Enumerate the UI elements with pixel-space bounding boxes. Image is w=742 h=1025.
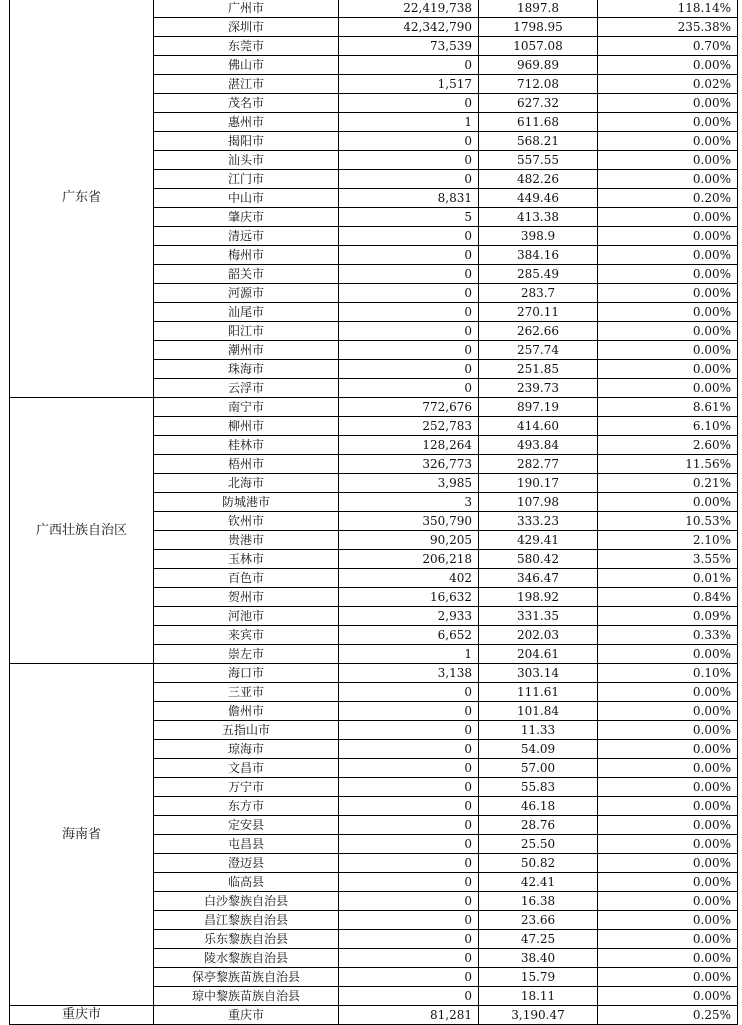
value-b-cell: 270.11 bbox=[479, 303, 598, 322]
value-a-cell: 0 bbox=[339, 683, 479, 702]
city-name-cell: 防城港市 bbox=[154, 493, 339, 512]
value-a-cell: 0 bbox=[339, 949, 479, 968]
value-b-cell: 262.66 bbox=[479, 322, 598, 341]
percent-cell: 0.00% bbox=[598, 911, 738, 930]
province-cell: 广东省 bbox=[10, 0, 154, 398]
value-a-cell: 0 bbox=[339, 892, 479, 911]
value-a-cell: 350,790 bbox=[339, 512, 479, 531]
city-name-cell: 崇左市 bbox=[154, 645, 339, 664]
value-a-cell: 5 bbox=[339, 208, 479, 227]
table-row bbox=[10, 664, 738, 683]
percent-cell: 8.61% bbox=[598, 398, 738, 417]
percent-cell: 0.00% bbox=[598, 645, 738, 664]
percent-cell: 3.55% bbox=[598, 550, 738, 569]
value-b-cell: 627.32 bbox=[479, 94, 598, 113]
value-a-cell: 1 bbox=[339, 645, 479, 664]
city-name-cell: 五指山市 bbox=[154, 721, 339, 740]
city-name-cell: 揭阳市 bbox=[154, 132, 339, 151]
value-b-cell: 18.11 bbox=[479, 987, 598, 1006]
value-b-cell: 580.42 bbox=[479, 550, 598, 569]
value-b-cell: 16.38 bbox=[479, 892, 598, 911]
value-b-cell: 28.76 bbox=[479, 816, 598, 835]
value-b-cell: 568.21 bbox=[479, 132, 598, 151]
value-b-cell: 346.47 bbox=[479, 569, 598, 588]
percent-cell: 0.00% bbox=[598, 265, 738, 284]
value-b-cell: 25.50 bbox=[479, 835, 598, 854]
value-a-cell: 0 bbox=[339, 911, 479, 930]
value-b-cell: 47.25 bbox=[479, 930, 598, 949]
percent-cell: 0.70% bbox=[598, 37, 738, 56]
value-b-cell: 331.35 bbox=[479, 607, 598, 626]
value-a-cell: 402 bbox=[339, 569, 479, 588]
city-name-cell: 东方市 bbox=[154, 797, 339, 816]
value-b-cell: 1057.08 bbox=[479, 37, 598, 56]
percent-cell: 0.00% bbox=[598, 987, 738, 1006]
value-b-cell: 384.16 bbox=[479, 246, 598, 265]
percent-cell: 0.84% bbox=[598, 588, 738, 607]
percent-cell: 0.00% bbox=[598, 113, 738, 132]
value-a-cell: 73,539 bbox=[339, 37, 479, 56]
percent-cell: 0.00% bbox=[598, 132, 738, 151]
city-name-cell: 梅州市 bbox=[154, 246, 339, 265]
value-a-cell: 0 bbox=[339, 227, 479, 246]
value-b-cell: 282.77 bbox=[479, 455, 598, 474]
city-name-cell: 南宁市 bbox=[154, 398, 339, 417]
percent-cell: 0.00% bbox=[598, 208, 738, 227]
value-a-cell: 326,773 bbox=[339, 455, 479, 474]
percent-cell: 0.00% bbox=[598, 360, 738, 379]
value-a-cell: 2,933 bbox=[339, 607, 479, 626]
table-row bbox=[10, 398, 738, 417]
value-a-cell: 0 bbox=[339, 968, 479, 987]
value-b-cell: 3,190.47 bbox=[479, 1006, 598, 1025]
percent-cell: 0.00% bbox=[598, 379, 738, 398]
city-name-cell: 肇庆市 bbox=[154, 208, 339, 227]
value-a-cell: 0 bbox=[339, 56, 479, 75]
city-name-cell: 茂名市 bbox=[154, 94, 339, 113]
percent-cell: 0.00% bbox=[598, 303, 738, 322]
value-b-cell: 101.84 bbox=[479, 702, 598, 721]
city-name-cell: 韶关市 bbox=[154, 265, 339, 284]
value-b-cell: 107.98 bbox=[479, 493, 598, 512]
city-name-cell: 玉林市 bbox=[154, 550, 339, 569]
percent-cell: 0.00% bbox=[598, 227, 738, 246]
value-b-cell: 414.60 bbox=[479, 417, 598, 436]
percent-cell: 2.10% bbox=[598, 531, 738, 550]
percent-cell: 0.09% bbox=[598, 607, 738, 626]
value-b-cell: 38.40 bbox=[479, 949, 598, 968]
city-name-cell: 万宁市 bbox=[154, 778, 339, 797]
city-name-cell: 珠海市 bbox=[154, 360, 339, 379]
value-b-cell: 50.82 bbox=[479, 854, 598, 873]
city-name-cell: 三亚市 bbox=[154, 683, 339, 702]
percent-cell: 0.00% bbox=[598, 873, 738, 892]
city-name-cell: 广州市 bbox=[154, 0, 339, 18]
value-b-cell: 429.41 bbox=[479, 531, 598, 550]
percent-cell: 0.00% bbox=[598, 493, 738, 512]
value-b-cell: 251.85 bbox=[479, 360, 598, 379]
value-a-cell: 1,517 bbox=[339, 75, 479, 94]
value-b-cell: 333.23 bbox=[479, 512, 598, 531]
value-a-cell: 81,281 bbox=[339, 1006, 479, 1025]
value-a-cell: 0 bbox=[339, 721, 479, 740]
value-b-cell: 969.89 bbox=[479, 56, 598, 75]
city-name-cell: 陵水黎族自治县 bbox=[154, 949, 339, 968]
value-b-cell: 54.09 bbox=[479, 740, 598, 759]
city-name-cell: 河源市 bbox=[154, 284, 339, 303]
value-a-cell: 0 bbox=[339, 987, 479, 1006]
province-cell: 重庆市 bbox=[10, 1006, 154, 1025]
value-a-cell: 206,218 bbox=[339, 550, 479, 569]
value-b-cell: 42.41 bbox=[479, 873, 598, 892]
value-b-cell: 493.84 bbox=[479, 436, 598, 455]
value-a-cell: 3,985 bbox=[339, 474, 479, 493]
percent-cell: 2.60% bbox=[598, 436, 738, 455]
percent-cell: 0.00% bbox=[598, 968, 738, 987]
value-b-cell: 611.68 bbox=[479, 113, 598, 132]
table-row bbox=[10, 1006, 738, 1025]
city-name-cell: 河池市 bbox=[154, 607, 339, 626]
value-b-cell: 46.18 bbox=[479, 797, 598, 816]
value-a-cell: 0 bbox=[339, 797, 479, 816]
percent-cell: 0.00% bbox=[598, 341, 738, 360]
percent-cell: 0.33% bbox=[598, 626, 738, 645]
value-b-cell: 449.46 bbox=[479, 189, 598, 208]
value-a-cell: 0 bbox=[339, 816, 479, 835]
value-b-cell: 413.38 bbox=[479, 208, 598, 227]
value-b-cell: 55.83 bbox=[479, 778, 598, 797]
percent-cell: 0.00% bbox=[598, 949, 738, 968]
city-name-cell: 汕尾市 bbox=[154, 303, 339, 322]
percent-cell: 0.00% bbox=[598, 816, 738, 835]
value-b-cell: 897.19 bbox=[479, 398, 598, 417]
percent-cell: 0.00% bbox=[598, 797, 738, 816]
table-row bbox=[10, 0, 738, 18]
province-cell: 海南省 bbox=[10, 664, 154, 1006]
city-name-cell: 琼海市 bbox=[154, 740, 339, 759]
table-body bbox=[10, 0, 738, 1025]
value-a-cell: 0 bbox=[339, 341, 479, 360]
value-b-cell: 1798.95 bbox=[479, 18, 598, 37]
city-name-cell: 北海市 bbox=[154, 474, 339, 493]
city-name-cell: 柳州市 bbox=[154, 417, 339, 436]
city-name-cell: 贵港市 bbox=[154, 531, 339, 550]
value-a-cell: 0 bbox=[339, 170, 479, 189]
city-name-cell: 来宾市 bbox=[154, 626, 339, 645]
percent-cell: 0.10% bbox=[598, 664, 738, 683]
value-b-cell: 398.9 bbox=[479, 227, 598, 246]
city-name-cell: 中山市 bbox=[154, 189, 339, 208]
city-name-cell: 澄迈县 bbox=[154, 854, 339, 873]
value-b-cell: 198.92 bbox=[479, 588, 598, 607]
percent-cell: 0.00% bbox=[598, 170, 738, 189]
percent-cell: 11.56% bbox=[598, 455, 738, 474]
city-name-cell: 乐东黎族自治县 bbox=[154, 930, 339, 949]
value-a-cell: 1 bbox=[339, 113, 479, 132]
percent-cell: 0.00% bbox=[598, 778, 738, 797]
value-a-cell: 6,652 bbox=[339, 626, 479, 645]
percent-cell: 118.14% bbox=[598, 0, 738, 18]
value-a-cell: 128,264 bbox=[339, 436, 479, 455]
value-a-cell: 42,342,790 bbox=[339, 18, 479, 37]
value-b-cell: 111.61 bbox=[479, 683, 598, 702]
value-a-cell: 0 bbox=[339, 702, 479, 721]
value-a-cell: 0 bbox=[339, 94, 479, 113]
percent-cell: 0.00% bbox=[598, 284, 738, 303]
city-name-cell: 贺州市 bbox=[154, 588, 339, 607]
value-b-cell: 57.00 bbox=[479, 759, 598, 778]
percent-cell: 0.00% bbox=[598, 854, 738, 873]
city-name-cell: 重庆市 bbox=[154, 1006, 339, 1025]
value-b-cell: 15.79 bbox=[479, 968, 598, 987]
value-a-cell: 0 bbox=[339, 778, 479, 797]
value-a-cell: 772,676 bbox=[339, 398, 479, 417]
province-cell: 广西壮族自治区 bbox=[10, 398, 154, 664]
value-a-cell: 8,831 bbox=[339, 189, 479, 208]
city-name-cell: 百色市 bbox=[154, 569, 339, 588]
city-name-cell: 深圳市 bbox=[154, 18, 339, 37]
value-b-cell: 283.7 bbox=[479, 284, 598, 303]
city-name-cell: 清远市 bbox=[154, 227, 339, 246]
percent-cell: 0.00% bbox=[598, 892, 738, 911]
city-name-cell: 保亭黎族苗族自治县 bbox=[154, 968, 339, 987]
percent-cell: 0.00% bbox=[598, 835, 738, 854]
value-a-cell: 3 bbox=[339, 493, 479, 512]
value-a-cell: 252,783 bbox=[339, 417, 479, 436]
city-name-cell: 儋州市 bbox=[154, 702, 339, 721]
city-name-cell: 桂林市 bbox=[154, 436, 339, 455]
city-name-cell: 定安县 bbox=[154, 816, 339, 835]
city-name-cell: 汕头市 bbox=[154, 151, 339, 170]
value-b-cell: 190.17 bbox=[479, 474, 598, 493]
percent-cell: 0.01% bbox=[598, 569, 738, 588]
value-a-cell: 0 bbox=[339, 151, 479, 170]
city-name-cell: 临高县 bbox=[154, 873, 339, 892]
percent-cell: 0.00% bbox=[598, 151, 738, 170]
percent-cell: 0.00% bbox=[598, 740, 738, 759]
value-b-cell: 303.14 bbox=[479, 664, 598, 683]
value-a-cell: 16,632 bbox=[339, 588, 479, 607]
value-b-cell: 285.49 bbox=[479, 265, 598, 284]
percent-cell: 0.21% bbox=[598, 474, 738, 493]
percent-cell: 0.00% bbox=[598, 930, 738, 949]
city-name-cell: 白沙黎族自治县 bbox=[154, 892, 339, 911]
city-name-cell: 梧州市 bbox=[154, 455, 339, 474]
value-a-cell: 0 bbox=[339, 759, 479, 778]
value-a-cell: 0 bbox=[339, 360, 479, 379]
value-a-cell: 0 bbox=[339, 379, 479, 398]
percent-cell: 0.00% bbox=[598, 246, 738, 265]
value-a-cell: 0 bbox=[339, 740, 479, 759]
value-a-cell: 0 bbox=[339, 930, 479, 949]
value-b-cell: 202.03 bbox=[479, 626, 598, 645]
city-name-cell: 琼中黎族苗族自治县 bbox=[154, 987, 339, 1006]
value-a-cell: 0 bbox=[339, 835, 479, 854]
value-b-cell: 1897.8 bbox=[479, 0, 598, 18]
city-data-table bbox=[9, 0, 738, 1025]
value-b-cell: 712.08 bbox=[479, 75, 598, 94]
value-a-cell: 0 bbox=[339, 246, 479, 265]
value-a-cell: 0 bbox=[339, 854, 479, 873]
percent-cell: 0.00% bbox=[598, 683, 738, 702]
percent-cell: 0.00% bbox=[598, 759, 738, 778]
value-b-cell: 482.26 bbox=[479, 170, 598, 189]
percent-cell: 235.38% bbox=[598, 18, 738, 37]
city-name-cell: 文昌市 bbox=[154, 759, 339, 778]
city-name-cell: 阳江市 bbox=[154, 322, 339, 341]
value-a-cell: 0 bbox=[339, 303, 479, 322]
city-name-cell: 潮州市 bbox=[154, 341, 339, 360]
value-a-cell: 22,419,738 bbox=[339, 0, 479, 18]
city-name-cell: 钦州市 bbox=[154, 512, 339, 531]
city-name-cell: 惠州市 bbox=[154, 113, 339, 132]
percent-cell: 0.00% bbox=[598, 322, 738, 341]
value-a-cell: 0 bbox=[339, 265, 479, 284]
percent-cell: 0.00% bbox=[598, 702, 738, 721]
percent-cell: 0.00% bbox=[598, 56, 738, 75]
city-name-cell: 云浮市 bbox=[154, 379, 339, 398]
city-name-cell: 屯昌县 bbox=[154, 835, 339, 854]
city-name-cell: 海口市 bbox=[154, 664, 339, 683]
value-a-cell: 3,138 bbox=[339, 664, 479, 683]
value-a-cell: 0 bbox=[339, 284, 479, 303]
value-a-cell: 0 bbox=[339, 132, 479, 151]
percent-cell: 0.00% bbox=[598, 721, 738, 740]
percent-cell: 0.02% bbox=[598, 75, 738, 94]
value-b-cell: 239.73 bbox=[479, 379, 598, 398]
value-a-cell: 0 bbox=[339, 322, 479, 341]
value-b-cell: 557.55 bbox=[479, 151, 598, 170]
city-name-cell: 佛山市 bbox=[154, 56, 339, 75]
percent-cell: 0.00% bbox=[598, 94, 738, 113]
value-a-cell: 90,205 bbox=[339, 531, 479, 550]
percent-cell: 0.25% bbox=[598, 1006, 738, 1025]
value-b-cell: 204.61 bbox=[479, 645, 598, 664]
percent-cell: 10.53% bbox=[598, 512, 738, 531]
percent-cell: 0.20% bbox=[598, 189, 738, 208]
city-name-cell: 江门市 bbox=[154, 170, 339, 189]
value-b-cell: 11.33 bbox=[479, 721, 598, 740]
value-a-cell: 0 bbox=[339, 873, 479, 892]
value-b-cell: 257.74 bbox=[479, 341, 598, 360]
city-name-cell: 昌江黎族自治县 bbox=[154, 911, 339, 930]
value-b-cell: 23.66 bbox=[479, 911, 598, 930]
city-name-cell: 东莞市 bbox=[154, 37, 339, 56]
city-name-cell: 湛江市 bbox=[154, 75, 339, 94]
percent-cell: 6.10% bbox=[598, 417, 738, 436]
